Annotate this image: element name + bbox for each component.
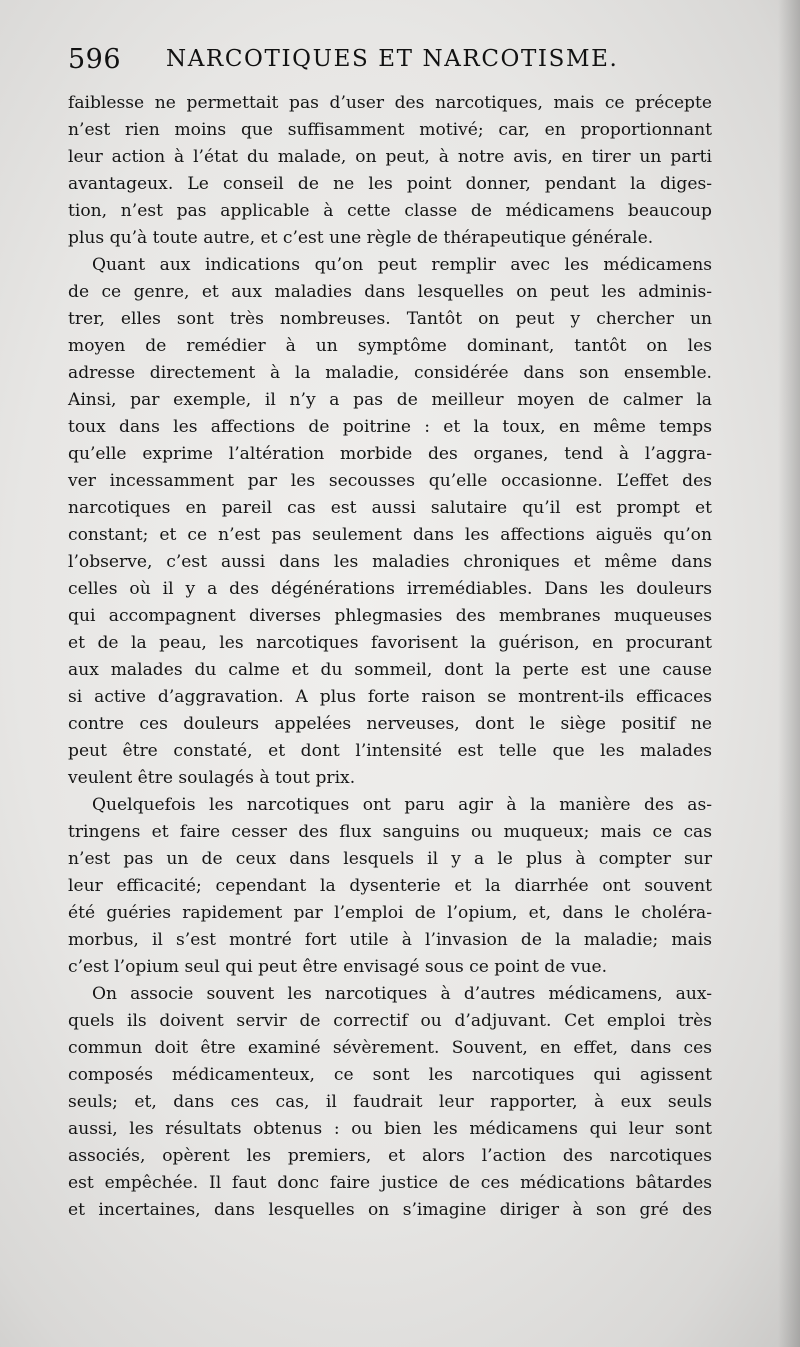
text-line: n’est rien moins que suffisamment motivé; car, en proportionnant: [68, 120, 712, 140]
text-line: tion, n’est pas applicable à cette classe de médicamens beaucoup: [68, 201, 712, 221]
text-line: composés médicamenteux, ce sont les narcotiques qui agissent: [68, 1065, 712, 1085]
text-line: est empêchée. Il faut donc faire justice de ces médications bâtardes: [68, 1173, 712, 1193]
text-line: si active d’aggravation. A plus forte raison se montrent-ils efficaces: [68, 687, 712, 707]
text-line: Quelquefois les narcotiques ont paru agir à la manière des as-: [92, 795, 712, 815]
text-line: quels ils doivent servir de correctif ou d’adjuvant. Cet emploi très: [68, 1011, 712, 1031]
text-line: l’observe, c’est aussi dans les maladies chroniques et même dans: [68, 552, 712, 572]
text-line: ver incessamment par les secousses qu’elle occasionne. L’effet des: [68, 471, 712, 491]
page-header: [68, 44, 728, 80]
text-line: plus qu’à toute autre, et c’est une règle de thérapeutique générale.: [68, 228, 654, 248]
text-line: morbus, il s’est montré fort utile à l’invasion de la maladie; mais: [68, 930, 712, 950]
text-line: commun doit être examiné sévèrement. Souvent, en effet, dans ces: [68, 1038, 712, 1058]
text-line: tringens et faire cesser des flux sanguins ou muqueux; mais ce cas: [68, 822, 712, 842]
text-line: Ainsi, par exemple, il n’y a pas de meilleur moyen de calmer la: [68, 390, 712, 410]
paragraph-2: [68, 252, 712, 792]
text-line: été guéries rapidement par l’emploi de l’opium, et, dans le choléra-: [68, 903, 712, 923]
text-line: contre ces douleurs appelées nerveuses, dont le siège positif ne: [68, 714, 712, 734]
text-line: de ce genre, et aux maladies dans lesquelles on peut les adminis-: [68, 282, 712, 302]
page-number: 596: [68, 44, 122, 75]
text-line: qui accompagnent diverses phlegmasies des membranes muqueuses: [68, 606, 712, 626]
text-line: adresse directement à la maladie, considérée dans son ensemble.: [68, 363, 712, 383]
text-line: peut être constaté, et dont l’intensité est telle que les malades: [68, 741, 712, 761]
body-text: [68, 90, 712, 1224]
text-line: On associe souvent les narcotiques à d’autres médicamens, aux-: [92, 984, 712, 1004]
page-edge-shadow: [778, 0, 800, 1347]
text-line: associés, opèrent les premiers, et alors l’action des narcotiques: [68, 1146, 712, 1166]
text-line: et incertaines, dans lesquelles on s’imagine diriger à son gré des: [68, 1200, 712, 1220]
text-line: n’est pas un de ceux dans lesquels il y a le plus à compter sur: [68, 849, 712, 869]
text-line: toux dans les affections de poitrine : et la toux, en même temps: [68, 417, 712, 437]
text-line: trer, elles sont très nombreuses. Tantôt on peut y chercher un: [68, 309, 712, 329]
text-line: aussi, les résultats obtenus : ou bien les médicamens qui leur sont: [68, 1119, 712, 1139]
text-line: leur efficacité; cependant la dysenterie et la diarrhée ont souvent: [68, 876, 712, 896]
paragraph-1: [68, 90, 712, 252]
running-title: NARCOTIQUES ET NARCOTISME.: [166, 46, 619, 72]
text-line: Quant aux indications qu’on peut remplir avec les médicamens: [92, 255, 712, 275]
text-line: narcotiques en pareil cas est aussi salutaire qu’il est prompt et: [68, 498, 712, 518]
text-line: leur action à l’état du malade, on peut, à notre avis, en tirer un parti: [68, 147, 712, 167]
text-line: seuls; et, dans ces cas, il faudrait leur rapporter, à eux seuls: [68, 1092, 712, 1112]
text-line: aux malades du calme et du sommeil, dont la perte est une cause: [68, 660, 712, 680]
text-line: veulent être soulagés à tout prix.: [68, 768, 356, 788]
text-line: faiblesse ne permettait pas d’user des narcotiques, mais ce précepte: [68, 93, 712, 113]
text-line: c’est l’opium seul qui peut être envisagé sous ce point de vue.: [68, 957, 608, 977]
text-line: qu’elle exprime l’altération morbide des organes, tend à l’aggra-: [68, 444, 712, 464]
text-line: et de la peau, les narcotiques favorisent la guérison, en procurant: [68, 633, 712, 653]
paragraph-4: [68, 981, 712, 1224]
text-line: constant; et ce n’est pas seulement dans les affections aiguës qu’on: [68, 525, 712, 545]
paragraph-3: [68, 792, 712, 981]
text-line: avantageux. Le conseil de ne les point donner, pendant la diges-: [68, 174, 712, 194]
text-line: moyen de remédier à un symptôme dominant, tantôt on les: [68, 336, 712, 356]
text-line: celles où il y a des dégénérations irremédiables. Dans les douleurs: [68, 579, 712, 599]
